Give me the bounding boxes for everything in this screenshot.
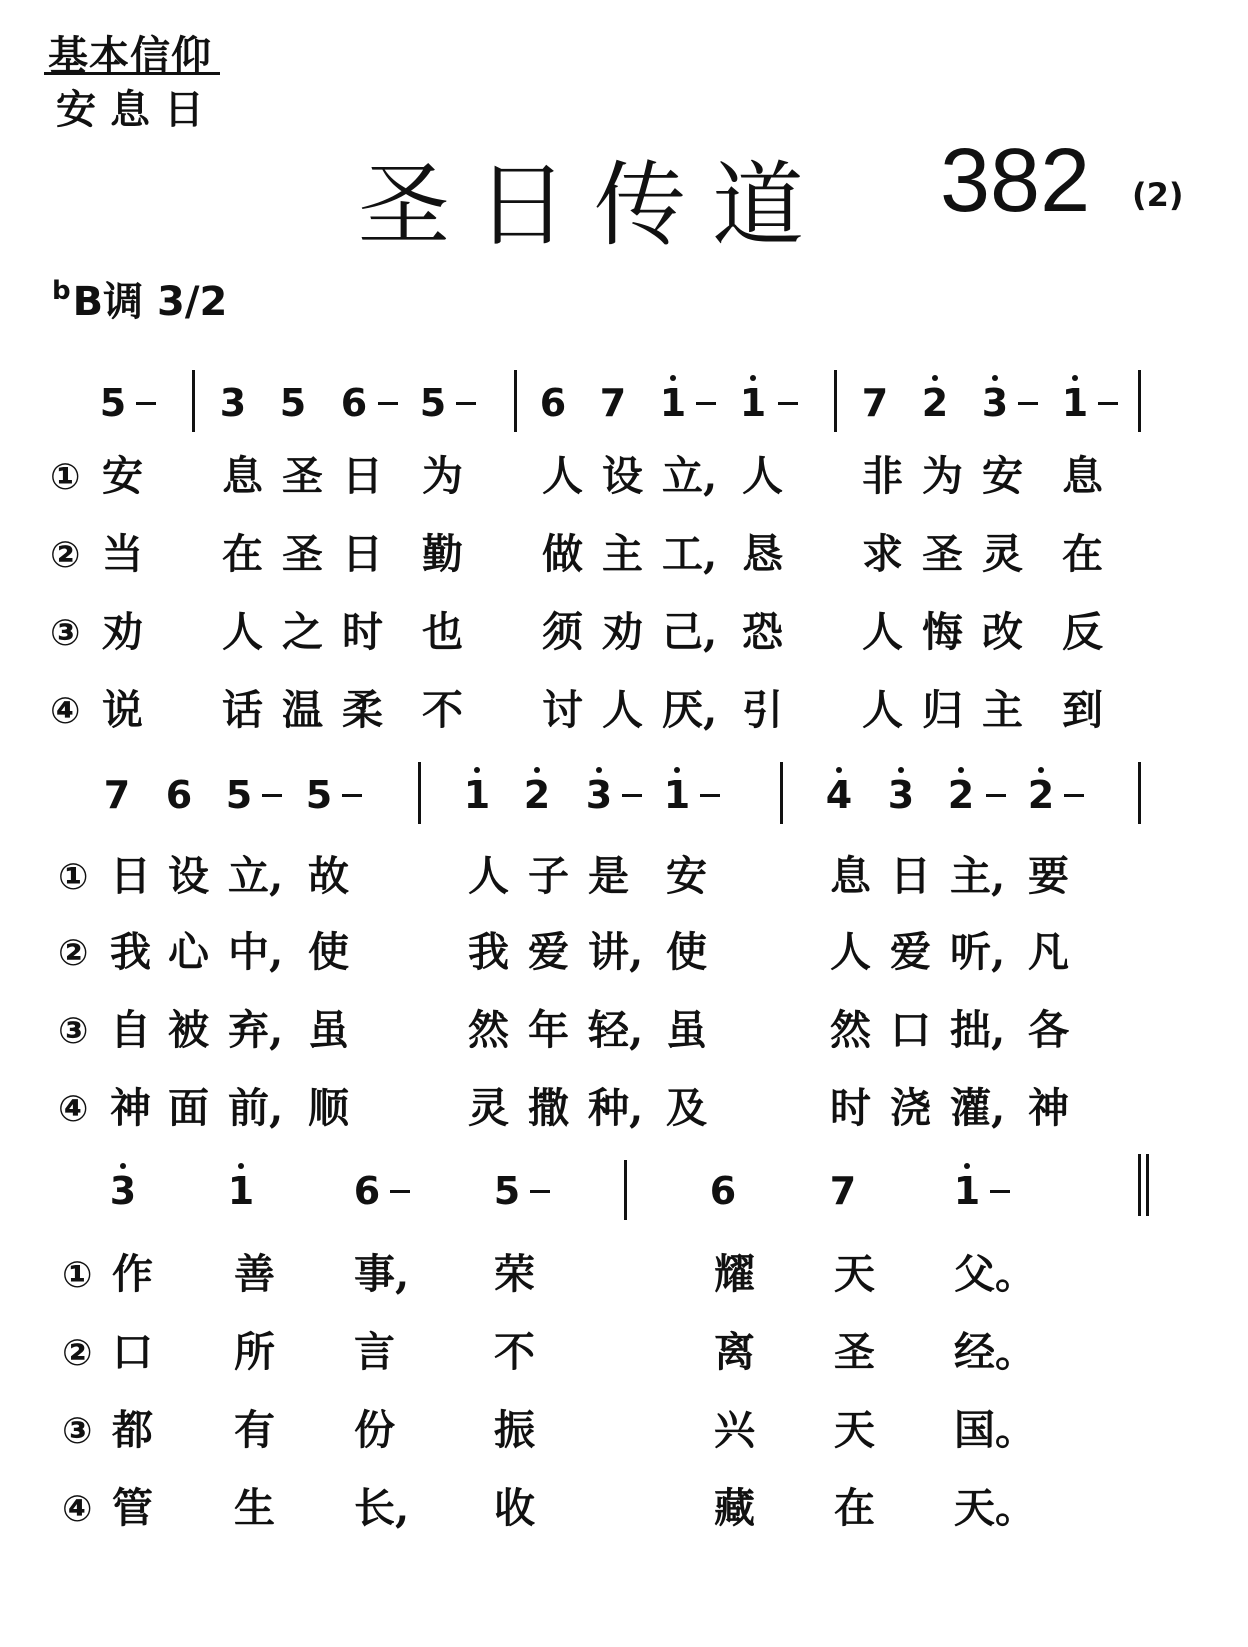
system3-verse-3-syllable-2: 有 bbox=[234, 1406, 275, 1454]
system2-verse-1-syllable-1: 日 bbox=[110, 852, 151, 900]
high-octave-dot bbox=[932, 375, 938, 381]
system2-verse-2-syllable-2: 心 bbox=[168, 928, 209, 976]
system2-note-3: 5 bbox=[225, 773, 253, 817]
system3-verse-1-syllable-4: 荣 bbox=[494, 1250, 535, 1298]
system1-verse-1-syllable-2: 息 bbox=[222, 452, 263, 500]
system1-verse-1-syllable-12: 安 bbox=[982, 452, 1023, 500]
system1-verse-3-syllable-3: 之 bbox=[282, 608, 323, 656]
system1-verse-4-syllable-1: 说 bbox=[102, 686, 143, 734]
high-octave-dot bbox=[1038, 767, 1044, 773]
system3-verse-1-syllable-7: 父。 bbox=[954, 1250, 1036, 1298]
system2-note-4: 5 bbox=[305, 773, 333, 817]
system1-barline-4 bbox=[1138, 370, 1141, 432]
hymn-title: 圣日传道 bbox=[358, 152, 831, 259]
system2-verse-2-syllable-4: 使 bbox=[308, 928, 349, 976]
system2-note-10: 3 bbox=[884, 776, 918, 814]
system2-dash-5 bbox=[986, 794, 1006, 797]
system1-verse-1-syllable-3: 圣 bbox=[282, 452, 323, 500]
system3-verse-1-syllable-2: 善 bbox=[234, 1250, 275, 1298]
system2-verse-2-syllable-3: 中, bbox=[228, 928, 284, 976]
system2-verse-4-syllable-8: 及 bbox=[666, 1084, 707, 1132]
key-signature bbox=[52, 270, 227, 327]
system1-verse-1-syllable-5: 为 bbox=[422, 452, 463, 500]
system1-verse-3-syllable-12: 改 bbox=[982, 608, 1023, 656]
system3-verse-4-number: ④ bbox=[62, 1489, 93, 1530]
system2-verse-4-number: ④ bbox=[58, 1089, 89, 1130]
system2-verse-2-syllable-7: 讲, bbox=[588, 928, 644, 976]
system2-verse-3-syllable-1: 自 bbox=[110, 1006, 151, 1054]
system3-verse-4-syllable-1: 管 bbox=[112, 1484, 153, 1532]
system2-verse-2-syllable-5: 我 bbox=[468, 928, 509, 976]
high-octave-dot bbox=[238, 1163, 244, 1169]
system3-verse-2-syllable-5: 离 bbox=[714, 1328, 755, 1376]
system3-verse-3-syllable-1: 都 bbox=[112, 1406, 153, 1454]
system3-note-2: 1 bbox=[224, 1172, 258, 1210]
system1-verse-4-syllable-13: 到 bbox=[1062, 686, 1103, 734]
system2-verse-3-syllable-2: 被 bbox=[168, 1006, 209, 1054]
key-and-meter: B调 3/2 bbox=[72, 279, 228, 325]
system1-verse-2-syllable-12: 灵 bbox=[982, 530, 1023, 578]
system1-note-9: 1 bbox=[736, 384, 770, 422]
system1-verse-2-syllable-5: 勤 bbox=[422, 530, 463, 578]
system1-note-6: 6 bbox=[539, 381, 567, 425]
system2-note-2: 6 bbox=[165, 773, 193, 817]
high-octave-dot bbox=[1072, 375, 1078, 381]
system2-verse-1-syllable-7: 是 bbox=[588, 852, 629, 900]
system1-verse-3-syllable-2: 人 bbox=[222, 608, 263, 656]
system2-verse-4-syllable-3: 前, bbox=[228, 1084, 284, 1132]
system3-verse-1-syllable-6: 天 bbox=[834, 1250, 875, 1298]
system3-verse-1-syllable-3: 事, bbox=[354, 1250, 410, 1298]
system2-verse-2-syllable-12: 凡 bbox=[1028, 928, 1069, 976]
system3-verse-2-syllable-6: 圣 bbox=[834, 1328, 875, 1376]
high-octave-dot bbox=[674, 767, 680, 773]
system1-verse-1-syllable-8: 立, bbox=[662, 452, 718, 500]
high-octave-dot bbox=[898, 767, 904, 773]
system3-verse-4-syllable-7: 天。 bbox=[954, 1484, 1036, 1532]
high-octave-dot bbox=[750, 375, 756, 381]
system2-note-5: 1 bbox=[460, 776, 494, 814]
system1-verse-4-syllable-8: 厌, bbox=[662, 686, 718, 734]
system3-verse-4-syllable-4: 收 bbox=[494, 1484, 535, 1532]
high-octave-dot bbox=[836, 767, 842, 773]
system2-verse-2-syllable-11: 听, bbox=[950, 928, 1006, 976]
system3-dash-2 bbox=[530, 1190, 550, 1193]
system2-dash-2 bbox=[342, 794, 362, 797]
system2-verse-4-syllable-12: 神 bbox=[1028, 1084, 1069, 1132]
system1-verse-1-syllable-4: 日 bbox=[342, 452, 383, 500]
system1-verse-1-syllable-13: 息 bbox=[1062, 452, 1103, 500]
system1-note-4: 6 bbox=[340, 381, 368, 425]
system2-verse-4-syllable-4: 顺 bbox=[308, 1084, 349, 1132]
system1-note-11: 2 bbox=[918, 384, 952, 422]
system1-verse-1-syllable-11: 为 bbox=[922, 452, 963, 500]
high-octave-dot bbox=[120, 1163, 126, 1169]
system1-verse-4-number: ④ bbox=[50, 691, 81, 732]
system3-verse-2-syllable-7: 经。 bbox=[954, 1328, 1036, 1376]
system3-verse-2-syllable-3: 言 bbox=[354, 1328, 395, 1376]
system1-verse-1-syllable-9: 人 bbox=[742, 452, 783, 500]
system1-note-5: 5 bbox=[419, 381, 447, 425]
system1-verse-2-number: ② bbox=[50, 535, 81, 576]
system2-verse-3-syllable-8: 虽 bbox=[666, 1006, 707, 1054]
system3-barline-3 bbox=[1146, 1154, 1149, 1216]
system2-verse-3-syllable-7: 轻, bbox=[588, 1006, 644, 1054]
system3-verse-3-syllable-6: 天 bbox=[834, 1406, 875, 1454]
system1-verse-4-syllable-5: 不 bbox=[422, 686, 463, 734]
system1-note-7: 7 bbox=[599, 381, 627, 425]
system2-note-6: 2 bbox=[520, 776, 554, 814]
system3-verse-4-syllable-5: 藏 bbox=[714, 1484, 755, 1532]
system2-verse-3-syllable-5: 然 bbox=[468, 1006, 509, 1054]
system3-note-5: 6 bbox=[709, 1169, 737, 1213]
system3-verse-3-syllable-3: 份 bbox=[354, 1406, 395, 1454]
system1-dash-2 bbox=[378, 402, 398, 405]
system3-verse-1-number: ① bbox=[62, 1255, 93, 1296]
system3-verse-3-number: ③ bbox=[62, 1411, 93, 1452]
system2-verse-2-syllable-6: 爱 bbox=[528, 928, 569, 976]
system1-verse-3-syllable-8: 己, bbox=[662, 608, 718, 656]
system1-verse-4-syllable-10: 人 bbox=[862, 686, 903, 734]
system3-verse-1-syllable-5: 耀 bbox=[714, 1250, 755, 1298]
category-underline bbox=[44, 72, 220, 75]
high-octave-dot bbox=[670, 375, 676, 381]
system2-note-12: 2 bbox=[1024, 776, 1058, 814]
system3-verse-4-syllable-6: 在 bbox=[834, 1484, 875, 1532]
system2-verse-3-syllable-4: 虽 bbox=[308, 1006, 349, 1054]
subcategory-label: 安息日 bbox=[56, 87, 218, 133]
system1-verse-1-syllable-10: 非 bbox=[862, 452, 903, 500]
high-octave-dot bbox=[958, 767, 964, 773]
system1-verse-4-syllable-6: 讨 bbox=[542, 686, 583, 734]
system1-verse-1-syllable-7: 设 bbox=[602, 452, 643, 500]
system1-verse-2-syllable-13: 在 bbox=[1062, 530, 1103, 578]
system1-barline-2 bbox=[514, 370, 517, 432]
system2-verse-4-syllable-2: 面 bbox=[168, 1084, 209, 1132]
system1-verse-3-syllable-6: 须 bbox=[542, 608, 583, 656]
hymn-part: (2) bbox=[1132, 176, 1184, 214]
system2-barline-2 bbox=[780, 762, 783, 824]
system2-verse-4-syllable-10: 浇 bbox=[890, 1084, 931, 1132]
system1-verse-2-syllable-2: 在 bbox=[222, 530, 263, 578]
system3-verse-2-number: ② bbox=[62, 1333, 93, 1374]
system2-verse-3-syllable-6: 年 bbox=[528, 1006, 569, 1054]
system1-verse-1-syllable-6: 人 bbox=[542, 452, 583, 500]
high-octave-dot bbox=[964, 1163, 970, 1169]
system1-note-1: 5 bbox=[99, 381, 127, 425]
system2-verse-1-syllable-3: 立, bbox=[228, 852, 284, 900]
system3-note-1: 3 bbox=[106, 1172, 140, 1210]
hymn-number: 382 bbox=[940, 131, 1091, 231]
system1-verse-1-number: ① bbox=[50, 457, 81, 498]
system2-verse-1-syllable-10: 日 bbox=[890, 852, 931, 900]
system3-verse-4-syllable-2: 生 bbox=[234, 1484, 275, 1532]
system1-verse-2-syllable-3: 圣 bbox=[282, 530, 323, 578]
system1-verse-3-syllable-4: 时 bbox=[342, 608, 383, 656]
system3-barline-1 bbox=[624, 1160, 627, 1220]
system1-verse-4-syllable-4: 柔 bbox=[342, 686, 383, 734]
system2-verse-1-syllable-2: 设 bbox=[168, 852, 209, 900]
system1-verse-2-syllable-1: 当 bbox=[102, 530, 143, 578]
system1-verse-3-syllable-5: 也 bbox=[422, 608, 463, 656]
system3-note-7: 1 bbox=[950, 1172, 984, 1210]
system1-note-8: 1 bbox=[656, 384, 690, 422]
system2-barline-1 bbox=[418, 762, 421, 824]
high-octave-dot bbox=[534, 767, 540, 773]
system1-note-3: 5 bbox=[279, 381, 307, 425]
system1-note-12: 3 bbox=[978, 384, 1012, 422]
system2-verse-1-syllable-12: 要 bbox=[1028, 852, 1069, 900]
system3-verse-2-syllable-4: 不 bbox=[494, 1328, 535, 1376]
system2-verse-1-syllable-8: 安 bbox=[666, 852, 707, 900]
system2-note-1: 7 bbox=[103, 773, 131, 817]
system1-verse-2-syllable-4: 日 bbox=[342, 530, 383, 578]
system1-note-13: 1 bbox=[1058, 384, 1092, 422]
system2-verse-3-number: ③ bbox=[58, 1011, 89, 1052]
system3-verse-2-syllable-2: 所 bbox=[234, 1328, 275, 1376]
system1-verse-4-syllable-7: 人 bbox=[602, 686, 643, 734]
system1-verse-4-syllable-3: 温 bbox=[282, 686, 323, 734]
system2-verse-1-syllable-11: 主, bbox=[950, 852, 1006, 900]
system1-dash-3 bbox=[456, 402, 476, 405]
system2-verse-4-syllable-11: 灌, bbox=[950, 1084, 1006, 1132]
system1-verse-3-syllable-9: 恐 bbox=[742, 608, 783, 656]
system1-verse-1-syllable-1: 安 bbox=[102, 452, 143, 500]
system2-verse-4-syllable-9: 时 bbox=[830, 1084, 871, 1132]
system1-verse-3-syllable-7: 劝 bbox=[602, 608, 643, 656]
high-octave-dot bbox=[992, 375, 998, 381]
system2-dash-6 bbox=[1064, 794, 1084, 797]
system2-verse-3-syllable-11: 拙, bbox=[950, 1006, 1006, 1054]
system1-dash-1 bbox=[136, 402, 156, 405]
system1-dash-7 bbox=[1098, 402, 1118, 405]
high-octave-dot bbox=[474, 767, 480, 773]
system1-verse-2-syllable-10: 求 bbox=[862, 530, 903, 578]
system3-dash-3 bbox=[990, 1190, 1010, 1193]
system3-verse-4-syllable-3: 长, bbox=[354, 1484, 410, 1532]
system2-verse-3-syllable-9: 然 bbox=[830, 1006, 871, 1054]
system2-dash-4 bbox=[700, 794, 720, 797]
system2-verse-1-number: ① bbox=[58, 857, 89, 898]
system1-verse-2-syllable-6: 做 bbox=[542, 530, 583, 578]
system3-verse-3-syllable-5: 兴 bbox=[714, 1406, 755, 1454]
system2-note-8: 1 bbox=[660, 776, 694, 814]
system1-verse-3-syllable-11: 悔 bbox=[922, 608, 963, 656]
system1-note-2: 3 bbox=[219, 381, 247, 425]
system2-verse-1-syllable-9: 息 bbox=[830, 852, 871, 900]
system2-verse-1-syllable-6: 子 bbox=[528, 852, 569, 900]
system1-verse-2-syllable-11: 圣 bbox=[922, 530, 963, 578]
system3-verse-2-syllable-1: 口 bbox=[112, 1328, 153, 1376]
system1-dash-4 bbox=[696, 402, 716, 405]
system2-verse-3-syllable-12: 各 bbox=[1028, 1006, 1069, 1054]
system2-dash-3 bbox=[622, 794, 642, 797]
system1-note-10: 7 bbox=[861, 381, 889, 425]
system2-verse-2-syllable-1: 我 bbox=[110, 928, 151, 976]
system2-verse-2-syllable-9: 人 bbox=[830, 928, 871, 976]
system2-verse-2-syllable-8: 使 bbox=[666, 928, 707, 976]
system1-verse-3-syllable-1: 劝 bbox=[102, 608, 143, 656]
system3-verse-3-syllable-7: 国。 bbox=[954, 1406, 1036, 1454]
system2-verse-4-syllable-5: 灵 bbox=[468, 1084, 509, 1132]
system2-note-9: 4 bbox=[822, 776, 856, 814]
system1-verse-2-syllable-7: 主 bbox=[602, 530, 643, 578]
system1-verse-3-syllable-10: 人 bbox=[862, 608, 903, 656]
system2-verse-3-syllable-3: 弃, bbox=[228, 1006, 284, 1054]
system3-note-3: 6 bbox=[353, 1169, 381, 1213]
system2-verse-1-syllable-5: 人 bbox=[468, 852, 509, 900]
system1-verse-2-syllable-9: 恳 bbox=[742, 530, 783, 578]
system2-verse-1-syllable-4: 故 bbox=[308, 852, 349, 900]
system1-verse-3-syllable-13: 反 bbox=[1062, 608, 1103, 656]
system2-note-11: 2 bbox=[944, 776, 978, 814]
system1-dash-5 bbox=[778, 402, 798, 405]
system2-verse-4-syllable-7: 种, bbox=[588, 1084, 644, 1132]
category-label: 基本信仰 bbox=[48, 33, 212, 79]
system1-verse-2-syllable-8: 工, bbox=[662, 530, 718, 578]
system2-verse-2-number: ② bbox=[58, 933, 89, 974]
flat-sign: b bbox=[52, 276, 71, 306]
system1-verse-4-syllable-11: 归 bbox=[922, 686, 963, 734]
system3-barline-2 bbox=[1138, 1154, 1141, 1216]
system1-barline-3 bbox=[834, 370, 837, 432]
system1-dash-6 bbox=[1018, 402, 1038, 405]
system2-dash-1 bbox=[262, 794, 282, 797]
system2-verse-4-syllable-6: 撒 bbox=[528, 1084, 569, 1132]
system3-note-4: 5 bbox=[493, 1169, 521, 1213]
system3-dash-1 bbox=[390, 1190, 410, 1193]
high-octave-dot bbox=[596, 767, 602, 773]
system3-verse-3-syllable-4: 振 bbox=[494, 1406, 535, 1454]
system1-verse-3-number: ③ bbox=[50, 613, 81, 654]
system3-note-6: 7 bbox=[829, 1169, 857, 1213]
system2-verse-2-syllable-10: 爱 bbox=[890, 928, 931, 976]
system2-verse-3-syllable-10: 口 bbox=[890, 1006, 931, 1054]
system1-verse-4-syllable-9: 引 bbox=[742, 686, 783, 734]
system2-note-7: 3 bbox=[582, 776, 616, 814]
system1-verse-4-syllable-12: 主 bbox=[982, 686, 1023, 734]
system2-barline-3 bbox=[1138, 762, 1141, 824]
system3-verse-1-syllable-1: 作 bbox=[112, 1250, 153, 1298]
system1-verse-4-syllable-2: 话 bbox=[222, 686, 263, 734]
system2-verse-4-syllable-1: 神 bbox=[110, 1084, 151, 1132]
system1-barline-1 bbox=[192, 370, 195, 432]
